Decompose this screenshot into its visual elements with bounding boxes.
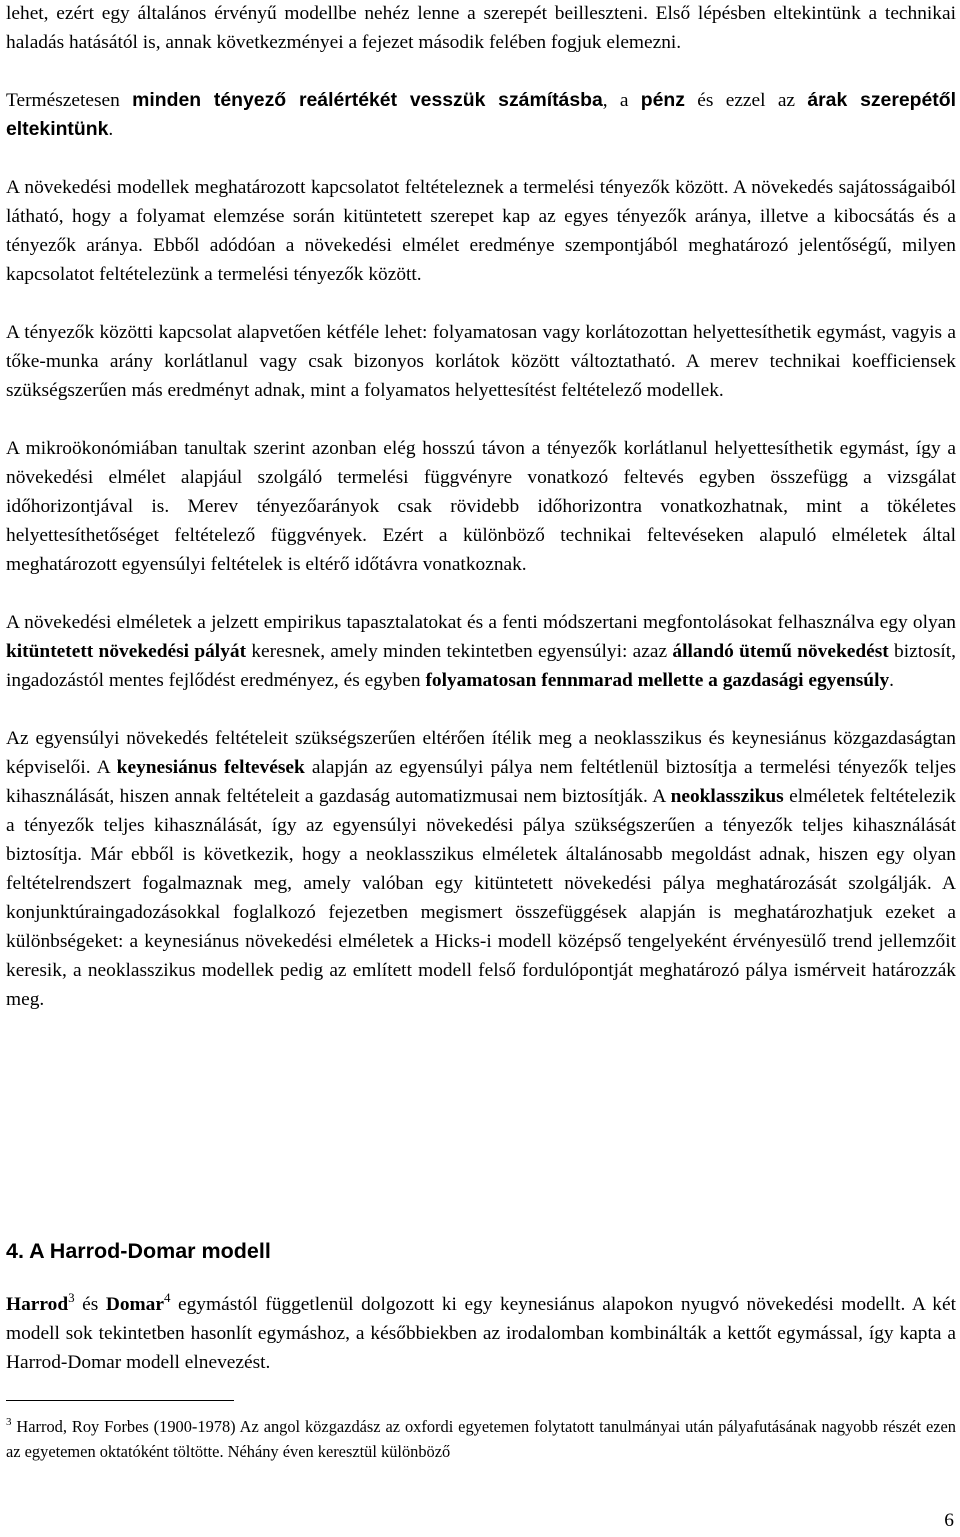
paragraph-intro: lehet, ezért egy általános érvényű modellbe nehéz lenne a szerepét beilleszteni. Első lépésben eltekintünk a technikai haladás hatásától is, annak következményei a fejezet második felében fogjuk elemezni. [6,3,956,53]
paragraph-microeconomics: A mikroökonómiában tanultak szerint azonban elég hosszú távon a tényezők korlátlanul helyettesíthetik egymást, így a növekedési elmélet alapjául szolgáló termelési függvényre vonatkozó feltevés egyben összefügg a vizsgálat időhorizontjával is. Merev tényezőarányok csak rövidebb időhorizontra vonatkozhatnak, mint a tökéletes helyettesíthetőséget feltételező függvények. Ezért a különböző technikai feltevéseken alapuló elméletek által meghatározott egyensúlyi feltételek is eltérő időtávra vonatkoznak. [6,438,956,575]
footnote-ref[interactable]: 3 [68,1289,75,1305]
bold-run: állandó ütemű növekedést [672,641,889,662]
bold-run: minden tényező reálértékét vesszük számításba [132,89,603,111]
harrod-domar-section [6,1290,956,1377]
paragraph-real-values [6,86,956,144]
text-run: alapján az egyensúlyi pálya nem feltétlenül biztosítja a termelési tényezők teljes kihasználását, hiszen annak feltételeit a gazdaság automatizmusai nem biztosítják. A [6,757,957,807]
text-run: biztosít, ingadozástól mentes fejlődést eredményez, és egyben [6,641,956,691]
bold-run: Domar [105,1294,164,1315]
text-run: és ezzel az [684,90,808,111]
paragraph-growth-path [6,608,956,695]
text-run: A növekedési elméletek a jelzett empirikus tapasztalatokat és a fenti módszertani megfontolásokat felhasználva egy olyan [6,612,956,633]
bold-run: neoklasszikus [670,786,784,807]
text-run: egymástól függetlenül dolgozott ki egy keynesiánus alapokon nyugvó növekedési modellt. A két modell sok tekintetben hasonlít egymáshoz, a későbbiekben az irodalomban kombinálták a kettőt egymással, így kapta a Harrod-Domar modell elnevezést. [6,1294,956,1373]
text-run: Természetesen [6,90,133,111]
bold-run: folyamatosan fennmarad mellette a gazdasági egyensúly [425,670,890,691]
text-run: keresnek, amely minden tekintetben egyensúlyi: azaz [246,641,673,662]
footnote-marker: 3 [6,1415,12,1428]
text-run: és [74,1294,106,1315]
section-heading: 4. A Harrod-Domar modell [6,1239,271,1263]
bold-run: árak szerepétől eltekintünk [6,89,956,140]
text-run: . [108,119,114,140]
text-run: Harrod, Roy Forbes (1900-1978) Az angol közgazdász az oxfordi egyetemen folytatott tanulmányai után pályafutásának nagyobb részét ezen az egyetemen oktatóként töltötte. Néhány éven keresztül különböző [6,1417,956,1461]
paragraph-equilibrium-growth [6,724,956,1014]
paragraph-factor-relations: A növekedési modellek meghatározott kapcsolatot feltételeznek a termelési tényezők között. A növekedés sajátosságaiból látható, hogy a folyamat elemzése során kitüntetett szerepet kap az egyes tényezők aránya, illetve a kibocsátás és a tényezők aránya. Ebből adódóan a növekedési elmélet eredménye szempontjából meghatározó jelentőségű, milyen kapcsolatot feltételezünk a termelési tényezők között. [6,177,956,285]
text-run: Az egyensúlyi növekedés feltételeit szükségszerűen eltérően ítélik meg a neoklasszikus és keynesiánus közgazdaságtan képviselői. A [6,728,956,778]
paragraph-harrod-domar [6,1290,956,1377]
text-run: , a [602,90,641,111]
document-page [6,0,956,1014]
bold-run: pénz [640,89,685,111]
bold-run: kitüntetett növekedési pályát [6,641,247,662]
bold-run: Harrod [6,1294,69,1315]
text-run: elméletek feltételezik a tényezők teljes kihasználását, így az egyensúlyi növekedési pálya szükségszerűen a tényezők teljes kihasználását biztosítja. Már ebből is következik, hogy a neoklasszikus elméletek általánosabb megoldást adnak, hiszen egy olyan feltételrendszert fogalmaznak meg, amely valóban egy kitüntetett növekedési pálya meghatározását szolgálják. A konjunktúraingadozásokkal foglalkozó fejezetben megismert összefüggések alapján is meghatározhatjuk ezeket a különbségeket: a keynesiánus növekedési elméletek a Hicks-i modell középső tengelyeként érvényesülő trend jellemzőit keresik, a neoklasszikus modellek pedig az említett modell felső fordulópontját meghatározó pálya ismérveit határozzák meg. [6,786,957,1010]
paragraph-substitution: A tényezők közötti kapcsolat alapvetően kétféle lehet: folyamatosan vagy korlátozottan helyettesíthetik egymást, vagyis a tőke-munka arány korlátlanul vagy csak bizonyos korlátok között változtatható. A merev technikai koefficiensek szükségszerűen más eredményt adnak, mint a folyamatos helyettesítést feltételező modellek. [6,322,956,401]
footnote-ref[interactable]: 4 [163,1289,171,1305]
footnote [6,1414,956,1464]
text-run: . [889,670,895,691]
footnote-divider [6,1400,234,1401]
bold-run: keynesiánus feltevések [116,757,305,778]
footnote-text [6,1414,956,1464]
page-number: 6 [944,1510,954,1531]
